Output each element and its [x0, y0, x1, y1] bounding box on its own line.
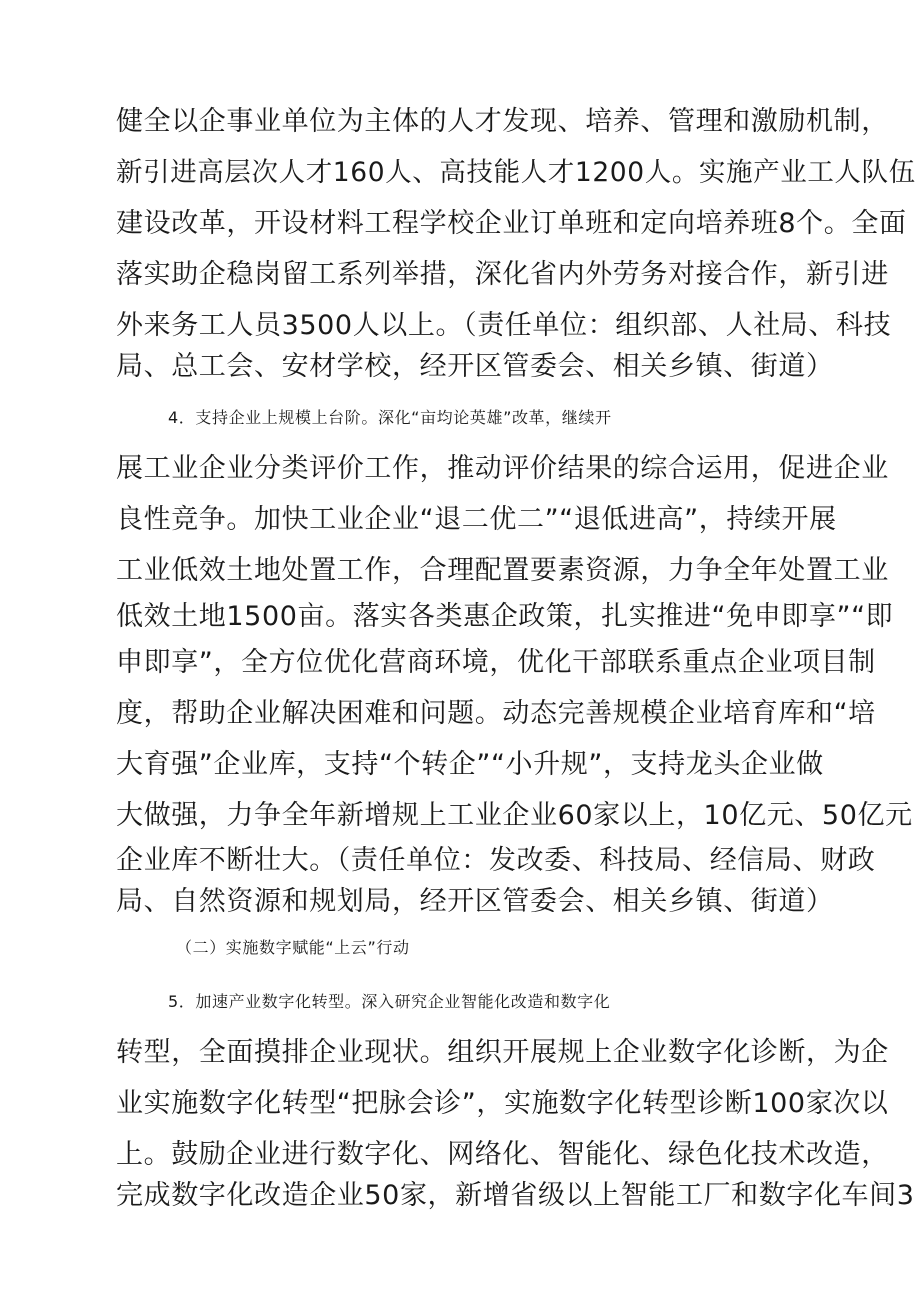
paragraph-start-item-5: 5．加速产业数字化转型。深入研究企业智能化改造和数字化: [168, 992, 611, 1011]
text-line: 外来务工人员3500人以上。（责任单位：组织部、人社局、科技: [116, 310, 892, 341]
text-line: 局、自然资源和规划局，经开区管委会、相关乡镇、街道）: [116, 886, 834, 917]
text-line: 业实施数字化转型“把脉会诊”，实施数字化转型诊断100家次以: [116, 1088, 889, 1119]
text-line: 局、总工会、安材学校，经开区管委会、相关乡镇、街道）: [116, 351, 834, 382]
text-line: 展工业企业分类评价工作，推动评价结果的综合运用，促进企业: [116, 453, 889, 484]
text-line: 完成数字化改造企业50家，新增省级以上智能工厂和数字化车间3: [116, 1180, 915, 1211]
text-line: 转型，全面摸排企业现状。组织开展规上企业数字化诊断，为企: [116, 1037, 889, 1068]
text-line: 上。鼓励企业进行数字化、网络化、智能化、绿色化技术改造，: [116, 1139, 889, 1170]
text-line: 大做强，力争全年新增规上工业企业60家以上，10亿元、50亿元: [116, 800, 913, 831]
text-line: 新引进高层次人才160人、高技能人才1200人。实施产业工人队伍: [116, 157, 916, 188]
text-line: 健全以企事业单位为主体的人才发现、培养、管理和激励机制，: [116, 106, 889, 137]
section-heading: （二）实施数字赋能“上云”行动: [176, 938, 410, 957]
text-line: 落实助企稳岗留工系列举措，深化省内外劳务对接合作，新引进: [116, 259, 889, 290]
text-line: 企业库不断壮大。（责任单位：发改委、科技局、经信局、财政: [116, 845, 876, 876]
text-line: 申即享”，全方位优化营商环境，优化干部联系重点企业项目制: [116, 647, 876, 678]
text-line: 度，帮助企业解决困难和问题。动态完善规模企业培育库和“培: [116, 698, 876, 729]
text-line: 建设改革，开设材料工程学校企业订单班和定向培养班8个。全面: [116, 208, 907, 239]
text-line: 低效土地1500亩。落实各类惠企政策，扎实推进“免申即享”“即: [116, 601, 894, 632]
text-line: 大育强”企业库，支持“个转企”“小升规”，支持龙头企业做: [116, 749, 824, 780]
paragraph-start-item-4: 4．支持企业上规模上台阶。深化“亩均论英雄”改革，继续开: [168, 408, 612, 427]
text-line: 良性竞争。加快工业企业“退二优二”“退低进高”，持续开展: [116, 504, 837, 535]
text-line: 工业低效土地处置工作，合理配置要素资源，力争全年处置工业: [116, 555, 889, 586]
